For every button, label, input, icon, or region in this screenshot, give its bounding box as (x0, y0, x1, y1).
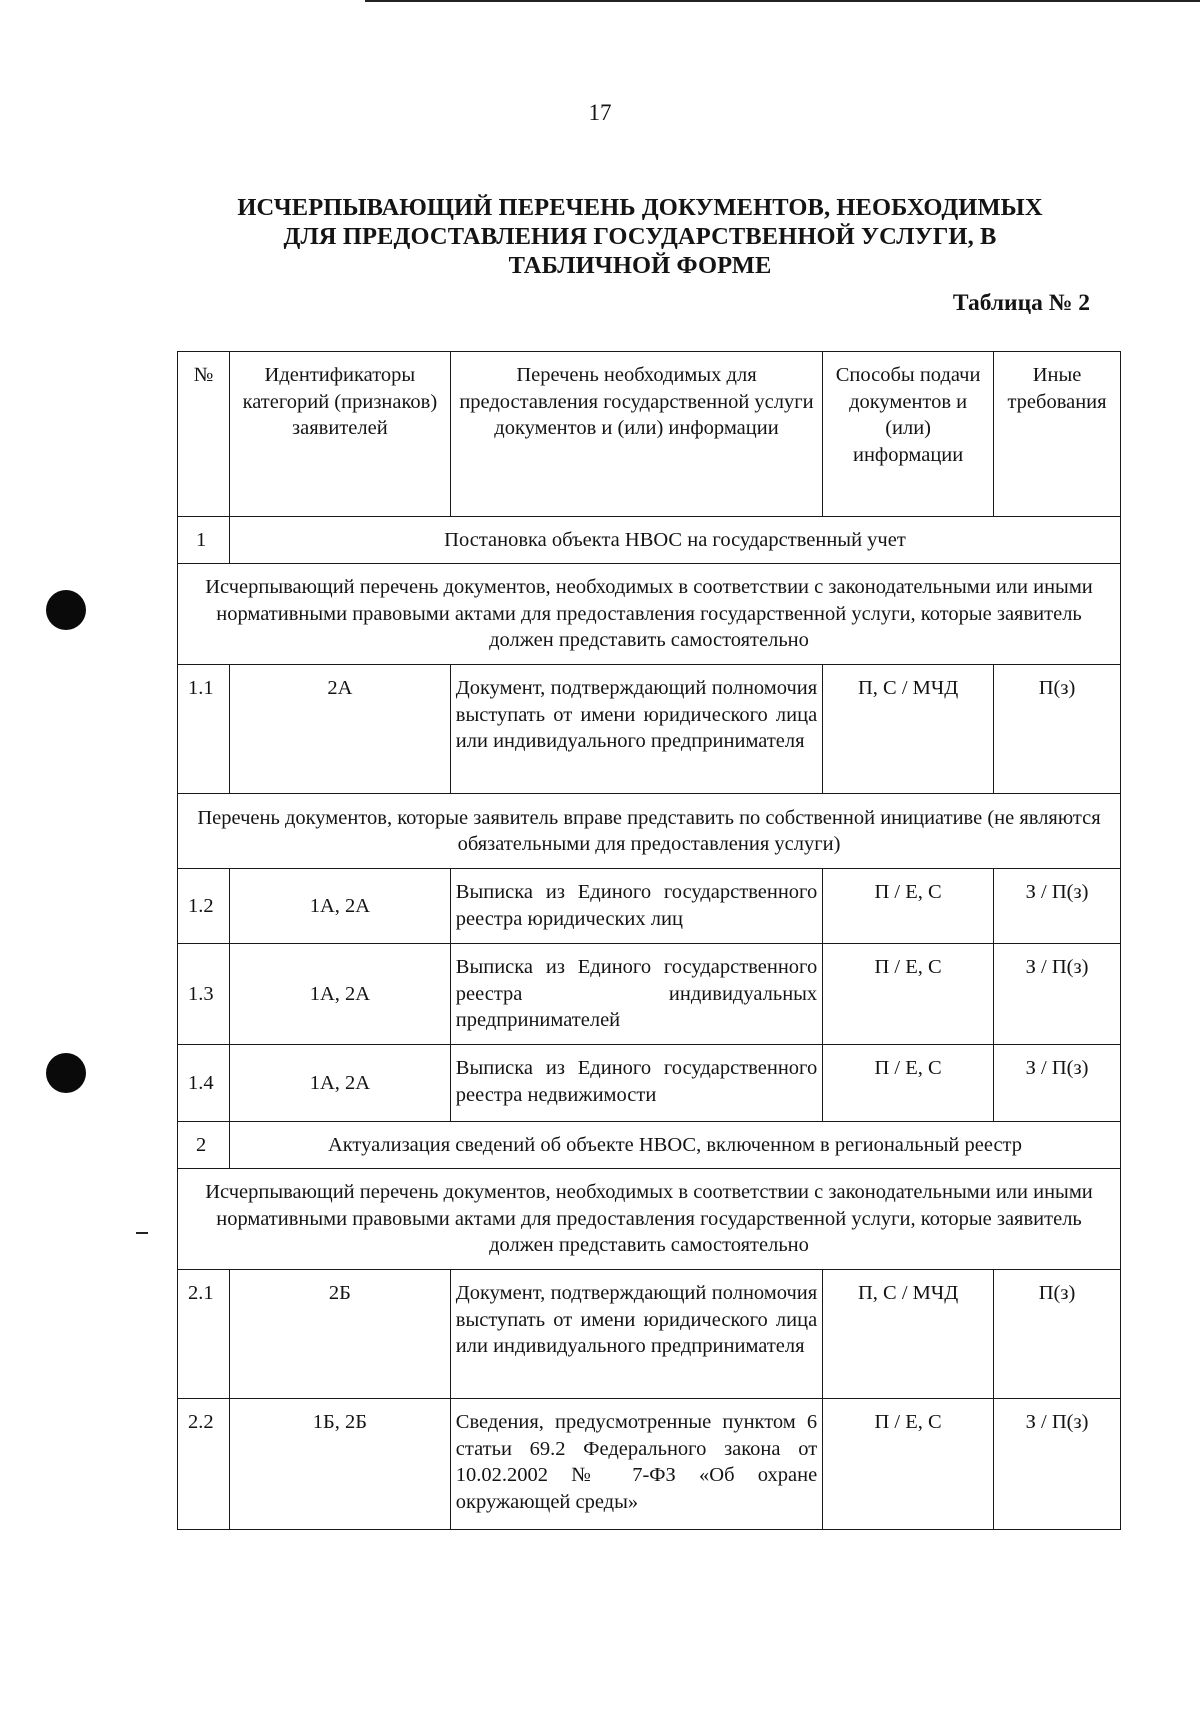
row-num: 2.2 (178, 1399, 230, 1530)
section-title: Актуализация сведений об объекте НВОС, включенном в региональный реестр (229, 1122, 1120, 1169)
row-document: Документ, подтверждающий полномочия выступать от имени юридического лица или индивидуального предпринимателя (450, 665, 822, 794)
row-methods: П, С / МЧД (823, 1270, 994, 1399)
row-categories: 2Б (229, 1270, 450, 1399)
scan-mark (136, 1232, 148, 1234)
documents-table (177, 351, 1121, 1530)
header-other: Иные требования (994, 352, 1121, 517)
table-row (178, 1045, 1121, 1122)
table-row (178, 665, 1121, 794)
row-methods: П / Е, С (823, 944, 994, 1045)
row-other: З / П(з) (994, 1399, 1121, 1530)
row-methods: П, С / МЧД (823, 665, 994, 794)
scan-top-edge (365, 0, 1200, 2)
section-num: 2 (178, 1122, 230, 1169)
row-num: 1.1 (178, 665, 230, 794)
row-categories: 1Б, 2Б (229, 1399, 450, 1530)
row-categories: 1А, 2А (229, 944, 450, 1045)
row-other: П(з) (994, 1270, 1121, 1399)
header-categories: Идентификаторы категорий (признаков) заявителей (229, 352, 450, 517)
group-heading-row (178, 794, 1121, 869)
header-num: № (178, 352, 230, 517)
row-num: 1.2 (178, 869, 230, 944)
section-row (178, 1122, 1121, 1169)
table-header-row (178, 352, 1121, 517)
row-num: 1.4 (178, 1045, 230, 1122)
header-documents: Перечень необходимых для предоставления государственной услуги документов и (или) информации (450, 352, 822, 517)
row-methods: П / Е, С (823, 1399, 994, 1530)
section-title: Постановка объекта НВОС на государственный учет (229, 517, 1120, 564)
table-row (178, 1399, 1121, 1530)
row-other: З / П(з) (994, 869, 1121, 944)
header-methods: Способы подачи документов и (или) информации (823, 352, 994, 517)
row-categories: 2А (229, 665, 450, 794)
row-num: 1.3 (178, 944, 230, 1045)
row-document: Документ, подтверждающий полномочия выступать от имени юридического лица или индивидуального предпринимателя (450, 1270, 822, 1399)
row-document: Сведения, предусмотренные пунктом 6 статьи 69.2 Федерального закона от 10.02.2002 № 7-ФЗ «Об охране окружающей среды» (450, 1399, 822, 1530)
title-line: ДЛЯ ПРЕДОСТАВЛЕНИЯ ГОСУДАРСТВЕННОЙ УСЛУГИ, В (283, 223, 997, 250)
table-row (178, 869, 1121, 944)
table-row (178, 944, 1121, 1045)
row-methods: П / Е, С (823, 1045, 994, 1122)
table-row (178, 1270, 1121, 1399)
row-other: З / П(з) (994, 1045, 1121, 1122)
row-methods: П / Е, С (823, 869, 994, 944)
group-heading-row (178, 1169, 1121, 1270)
section-row (178, 517, 1121, 564)
table-caption: Таблица № 2 (952, 290, 1090, 316)
group-heading: Перечень документов, которые заявитель вправе представить по собственной инициативе (не являются обязательными для предоставления услуги) (178, 794, 1121, 869)
row-categories: 1А, 2А (229, 1045, 450, 1122)
row-other: П(з) (994, 665, 1121, 794)
group-heading-row (178, 564, 1121, 665)
title-line: ТАБЛИЧНОЙ ФОРМЕ (508, 252, 772, 279)
punch-hole (46, 1053, 86, 1093)
row-document: Выписка из Единого государственного реестра юридических лиц (450, 869, 822, 944)
group-heading: Исчерпывающий перечень документов, необходимых в соответствии с законодательными или иными нормативными правовыми актами для предоставления государственной услуги, которые заявитель должен представить самостоятельно (178, 564, 1121, 665)
row-other: З / П(з) (994, 944, 1121, 1045)
group-heading: Исчерпывающий перечень документов, необходимых в соответствии с законодательными или иными нормативными правовыми актами для предоставления государственной услуги, которые заявитель должен представить самостоятельно (178, 1169, 1121, 1270)
row-document: Выписка из Единого государственного реестра недвижимости (450, 1045, 822, 1122)
row-categories: 1А, 2А (229, 869, 450, 944)
row-num: 2.1 (178, 1270, 230, 1399)
punch-hole (46, 590, 86, 630)
section-num: 1 (178, 517, 230, 564)
row-document: Выписка из Единого государственного реестра индивидуальных предпринимателей (450, 944, 822, 1045)
page-number: 17 (588, 100, 612, 125)
title-line: ИСЧЕРПЫВАЮЩИЙ ПЕРЕЧЕНЬ ДОКУМЕНТОВ, НЕОБХОДИМЫХ (237, 194, 1043, 221)
document-title (140, 193, 1140, 280)
